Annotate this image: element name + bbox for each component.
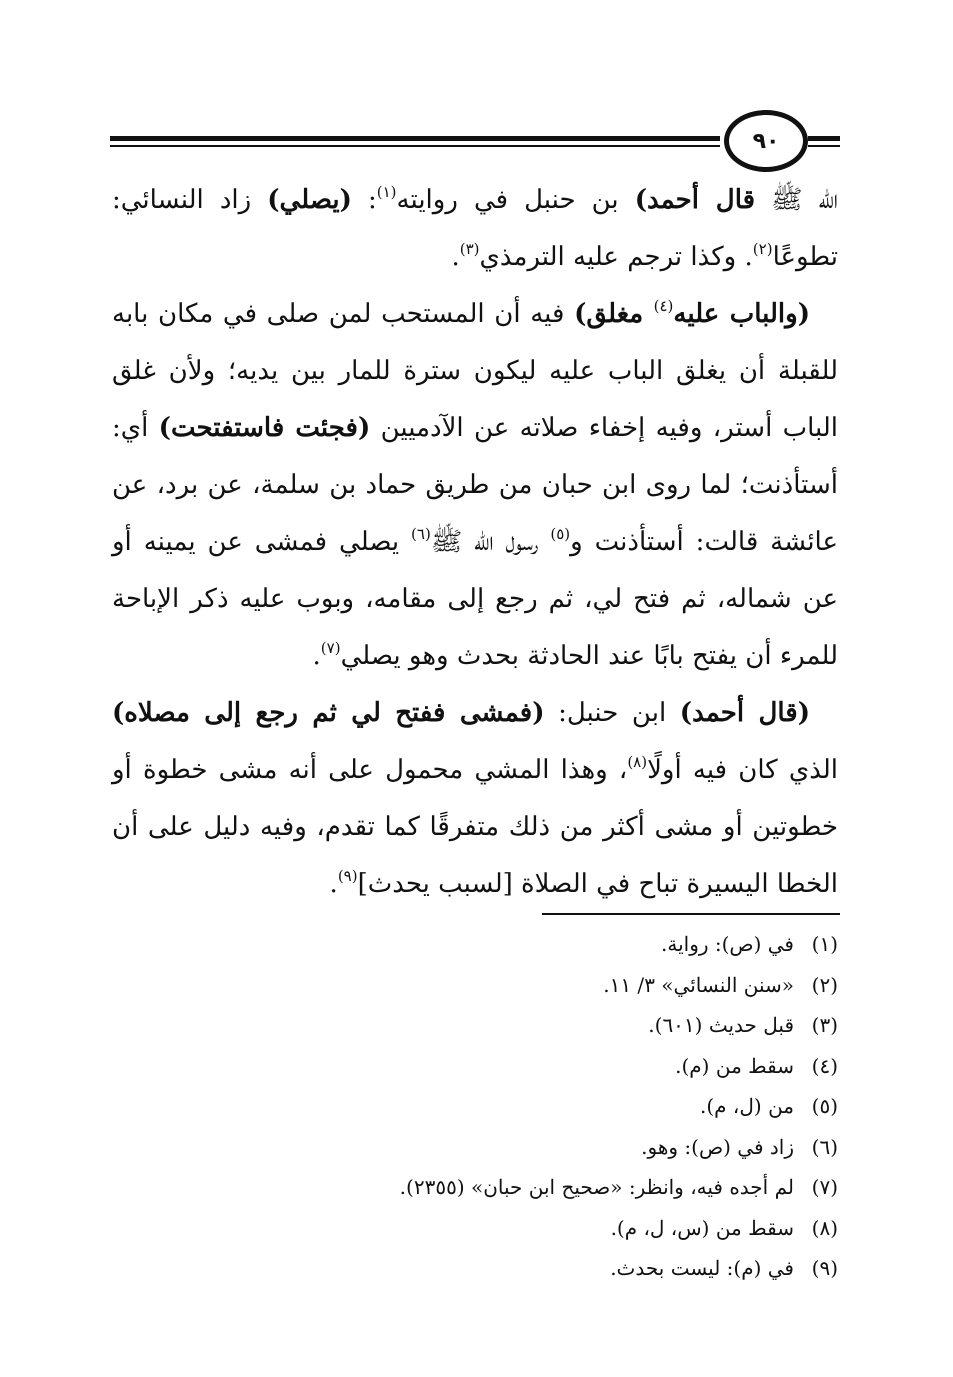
bold-run: (فجئت فاستفتحت) [158, 413, 371, 443]
bold-run: (قال أحمد) [679, 698, 810, 728]
paragraph-1 [112, 172, 838, 286]
bold-run: (فمشى ففتح لي ثم رجع إلى مصلاه) [112, 698, 545, 728]
header-rule-thin [110, 145, 720, 147]
text-run: ، وهذا المشي محمول على أنه مشى خطوة أو خطوتين أو مشى أكثر من ذلك متفرقًا كما تقدم، وفيه دليل على أن الخطا اليسيرة تباح في الصلاة [لسبب يحدث] [112, 755, 838, 899]
text-run: ابن حنبل: [544, 698, 680, 728]
footnote-number: (٤) [811, 1053, 838, 1078]
paragraph-3 [112, 685, 838, 913]
footnote-9 [112, 1248, 838, 1289]
text-run: الله ﷺ [755, 185, 838, 215]
footnotes-list [112, 924, 838, 1289]
paragraph-2 [112, 286, 838, 685]
footnote-number: (٣) [811, 1013, 838, 1037]
main-text [112, 172, 838, 913]
footnote-number: (٥) [811, 1094, 838, 1118]
footnote-3 [112, 1005, 838, 1046]
footnote-ref-1[interactable]: (١) [376, 183, 397, 201]
text-run: أي: أستأذنت؛ لما روى ابن حبان من طريق حماد بن سلمة، عن برد، عن عائشة قالت: أستأذنت و [112, 413, 838, 557]
footnote-ref-9[interactable]: (٩) [337, 867, 358, 885]
footnote-text: سقط من (م). [675, 1053, 794, 1078]
footnote-ref-6[interactable]: (٦) [411, 525, 431, 543]
footnote-number: (٩) [811, 1256, 838, 1280]
footnote-ref-5[interactable]: (٥) [550, 525, 571, 543]
footnote-5 [112, 1086, 838, 1127]
text-run: . [451, 242, 460, 272]
footnote-8 [112, 1208, 838, 1249]
text-run: يصلي فمشى عن يمينه أو عن شماله، ثم فتح لي، ثم رجع إلى مقامه، وبوب عليه ذكر الإباحة للمرء أن يفتح بابًا عند الحادثة بحدث وهو يصلي [112, 527, 838, 671]
header-rule-right-thick [808, 136, 840, 141]
text-run: الذي كان فيه أولًا [647, 755, 838, 785]
text-run: . [312, 641, 321, 671]
bold-run: (والباب عليه [673, 299, 810, 329]
footnote-text: من (ل، م). [700, 1094, 794, 1118]
bold-run: قال أحمد) [634, 185, 756, 215]
footnote-text: في (ص): رواية. [661, 932, 794, 956]
footnote-text: «سنن النسائي» ٣/ ١١. [603, 972, 794, 997]
footnote-number: (٦) [811, 1134, 838, 1159]
text-run: رسول الله ﷺ [430, 527, 551, 557]
footnote-text: لم أجده فيه، وانظر: «صحيح ابن حبان» (٢٣٥٥). [399, 1175, 794, 1199]
bold-run: (يصلي) [267, 185, 352, 215]
header-rule-right-thin [808, 145, 840, 147]
footnote-ref-4[interactable]: (٤) [653, 297, 674, 315]
text-run: بن حنبل في روايته [396, 185, 635, 215]
footnote-number: (١) [811, 932, 838, 956]
text-run: . وكذا ترجم عليه الترمذي [479, 242, 753, 272]
footnote-2 [112, 965, 838, 1006]
text-run: فيه أن المستحب لمن صلى في مكان بابه للقبلة أن يغلق الباب عليه ليكون سترة للمار بين يديه؛ ولأن غلق الباب أستر، وفيه إخفاء صلاته عن الآدميين [112, 299, 839, 443]
footnote-separator [542, 913, 840, 915]
footnote-number: (٨) [811, 1215, 838, 1240]
footnote-ref-3[interactable]: (٣) [459, 240, 480, 258]
footnote-ref-7[interactable]: (٧) [320, 639, 341, 657]
footnote-number: (٢) [811, 972, 838, 997]
footnote-text: قبل حديث (٦٠١). [648, 1013, 794, 1037]
footnote-6 [112, 1127, 838, 1168]
footnote-1 [112, 924, 838, 965]
page-number-badge [724, 110, 808, 172]
footnote-4 [112, 1046, 838, 1087]
header-rule-thick [110, 136, 720, 141]
footnote-7 [112, 1167, 838, 1208]
text-run: . [329, 869, 338, 899]
page-number: ٩٠ [752, 128, 780, 154]
footnote-text: زاد في (ص): وهو. [641, 1134, 794, 1159]
footnote-text: سقط من (س، ل، م). [610, 1215, 794, 1240]
text-run: : [351, 185, 377, 215]
bold-run: مغلق) [574, 299, 654, 329]
footnote-ref-2[interactable]: (٢) [752, 240, 773, 258]
page-header [110, 108, 840, 168]
text-run: زاد النسائي: تطوعًا [112, 185, 838, 272]
footnote-ref-8[interactable]: (٨) [627, 753, 648, 771]
footnote-number: (٧) [811, 1175, 838, 1199]
footnote-text: في (م): ليست بحدث. [610, 1256, 794, 1280]
